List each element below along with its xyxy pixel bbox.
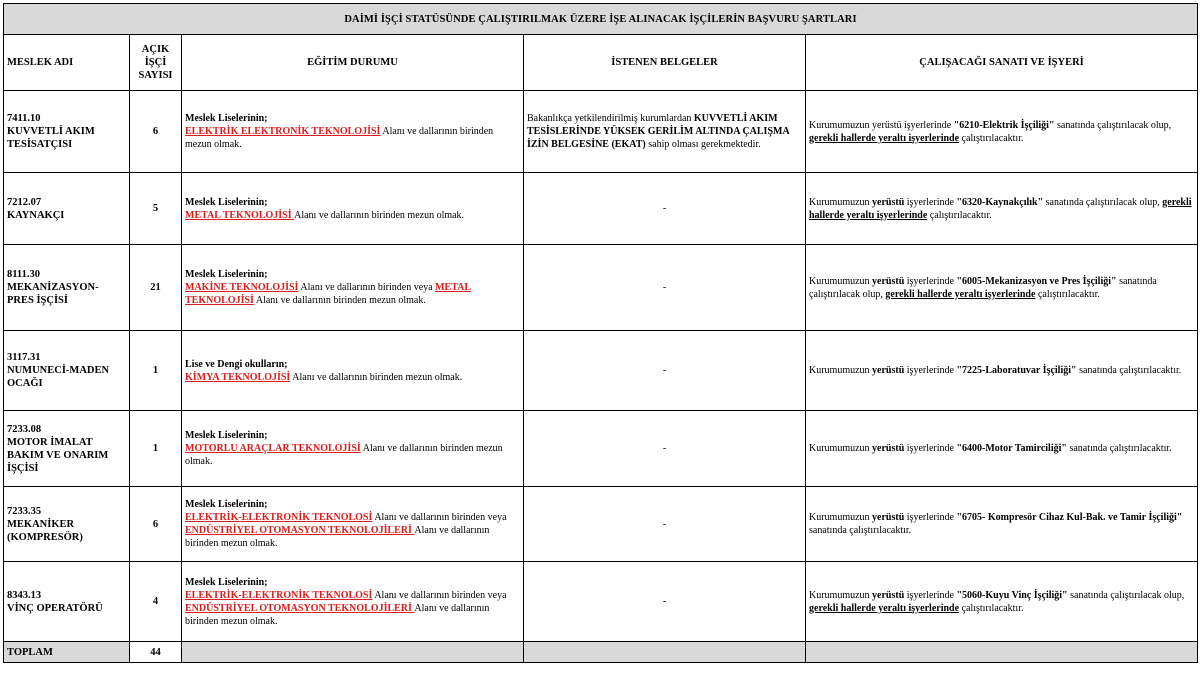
education-cell: Meslek Liselerinin; ELEKTRİK-ELEKTRONİK TEKNOLOSİ Alanı ve dallarının birinden veya ENDÜSTRİYEL OTOMASYON TEKNOLOJİLERİ Alanı ve dallarının birinden mezun olmak. (182, 487, 524, 562)
table-row (4, 411, 1198, 487)
count-cell: 21 (130, 245, 182, 331)
total-count: 44 (130, 642, 182, 663)
meslek-cell: 7411.10 KUVVETLİ AKIM TESİSATÇISI (4, 91, 130, 173)
meslek-cell: 7233.08 MOTOR İMALAT BAKIM VE ONARIM İŞÇİSİ (4, 411, 130, 487)
total-empty-egitim (182, 642, 524, 663)
header-belge: İSTENEN BELGELER (524, 35, 806, 91)
meslek-cell: 8343.13 VİNÇ OPERATÖRÜ (4, 562, 130, 642)
requirements-table (3, 3, 1198, 663)
workplace-cell: Kurumumuzun yerüstü işyerlerinde "6005-Mekanizasyon ve Pres İşçiliği" sanatında çalıştırılacak olup, gerekli hallerde yeraltı işyerlerinde çalıştırılacaktır. (806, 245, 1198, 331)
header-sayi: AÇIK İŞÇİ SAYISI (130, 35, 182, 91)
workplace-cell: Kurumumuzun yerüstü işyerlerinde "6210-Elektrik İşçiliği" sanatında çalıştırılacak olup, gerekli hallerde yeraltı işyerlerinde çalıştırılacaktır. (806, 91, 1198, 173)
total-empty-belge (524, 642, 806, 663)
table-row (4, 487, 1198, 562)
documents-cell: - (524, 173, 806, 245)
workplace-cell: Kurumumuzun yerüstü işyerlerinde "6705- Kompresör Cihaz Kul-Bak. ve Tamir İşçiliği" sanatında çalıştırılacaktır. (806, 487, 1198, 562)
meslek-cell: 3117.31 NUMUNECİ-MADEN OCAĞI (4, 331, 130, 411)
meslek-cell: 7233.35 MEKANİKER (KOMPRESÖR) (4, 487, 130, 562)
total-empty-sanat (806, 642, 1198, 663)
workplace-cell: Kurumumuzun yerüstü işyerlerinde "7225-Laboratuvar İşçiliği" sanatında çalıştırılacaktır. (806, 331, 1198, 411)
education-cell: Meslek Liselerinin; ELEKTRİK ELEKTRONİK TEKNOLOJİSİ Alanı ve dallarının birinden mezun olmak. (182, 91, 524, 173)
education-cell: Meslek Liselerinin; ELEKTRİK-ELEKTRONİK TEKNOLOSİ Alanı ve dallarının birinden veya ENDÜSTRİYEL OTOMASYON TEKNOLOJİLERİ Alanı ve dallarının birinden mezun olmak. (182, 562, 524, 642)
meslek-cell: 8111.30 MEKANİZASYON- PRES İŞÇİSİ (4, 245, 130, 331)
table-row (4, 91, 1198, 173)
table-row (4, 562, 1198, 642)
table-row (4, 331, 1198, 411)
header-egitim: EĞİTİM DURUMU (182, 35, 524, 91)
count-cell: 1 (130, 411, 182, 487)
education-cell: Meslek Liselerinin; MOTORLU ARAÇLAR TEKNOLOJİSİ Alanı ve dallarının birinden mezun olmak. (182, 411, 524, 487)
workplace-cell: Kurumumuzun yerüstü işyerlerinde "5060-Kuyu Vinç İşçiliği" sanatında çalıştırılacak olup, gerekli hallerde yeraltı işyerlerinde çalıştırılacaktır. (806, 562, 1198, 642)
requirements-sheet (3, 3, 1197, 663)
documents-cell: - (524, 331, 806, 411)
workplace-cell: Kurumumuzun yerüstü işyerlerinde "6400-Motor Tamirciliği" sanatında çalıştırılacaktır. (806, 411, 1198, 487)
education-cell: Lise ve Dengi okulların; KİMYA TEKNOLOJİSİ Alanı ve dallarının birinden mezun olmak. (182, 331, 524, 411)
documents-cell: Bakanlıkça yetkilendirilmiş kurumlardan KUVVETLİ AKIM TESİSLERİNDE YÜKSEK GERİLİM ALTINDA ÇALIŞMA İZİN BELGESİNE (EKAT) sahip olması gerekmektedir. (524, 91, 806, 173)
education-cell: Meslek Liselerinin; METAL TEKNOLOJİSİ Alanı ve dallarının birinden mezun olmak. (182, 173, 524, 245)
documents-cell: - (524, 411, 806, 487)
title-row (4, 4, 1198, 35)
count-cell: 6 (130, 91, 182, 173)
header-meslek: MESLEK ADI (4, 35, 130, 91)
count-cell: 4 (130, 562, 182, 642)
table-row (4, 173, 1198, 245)
meslek-cell: 7212.07 KAYNAKÇI (4, 173, 130, 245)
count-cell: 5 (130, 173, 182, 245)
total-label: TOPLAM (4, 642, 130, 663)
table-title: DAİMİ İŞÇİ STATÜSÜNDE ÇALIŞTIRILMAK ÜZERE İŞE ALINACAK İŞÇİLERİN BAŞVURU ŞARTLARI (4, 4, 1198, 35)
education-cell: Meslek Liselerinin; MAKİNE TEKNOLOJİSİ Alanı ve dallarının birinden veya METAL TEKNOLOJİSİ Alanı ve dallarının birinden mezun olmak. (182, 245, 524, 331)
workplace-cell: Kurumumuzun yerüstü işyerlerinde "6320-Kaynakçılık" sanatında çalıştırılacak olup, gerekli hallerde yeraltı işyerlerinde çalıştırılacaktır. (806, 173, 1198, 245)
documents-cell: - (524, 562, 806, 642)
table-row (4, 245, 1198, 331)
count-cell: 6 (130, 487, 182, 562)
documents-cell: - (524, 487, 806, 562)
total-row (4, 642, 1198, 663)
documents-cell: - (524, 245, 806, 331)
header-sanat: ÇALIŞACAĞI SANATI VE İŞYERİ (806, 35, 1198, 91)
count-cell: 1 (130, 331, 182, 411)
header-row (4, 35, 1198, 91)
